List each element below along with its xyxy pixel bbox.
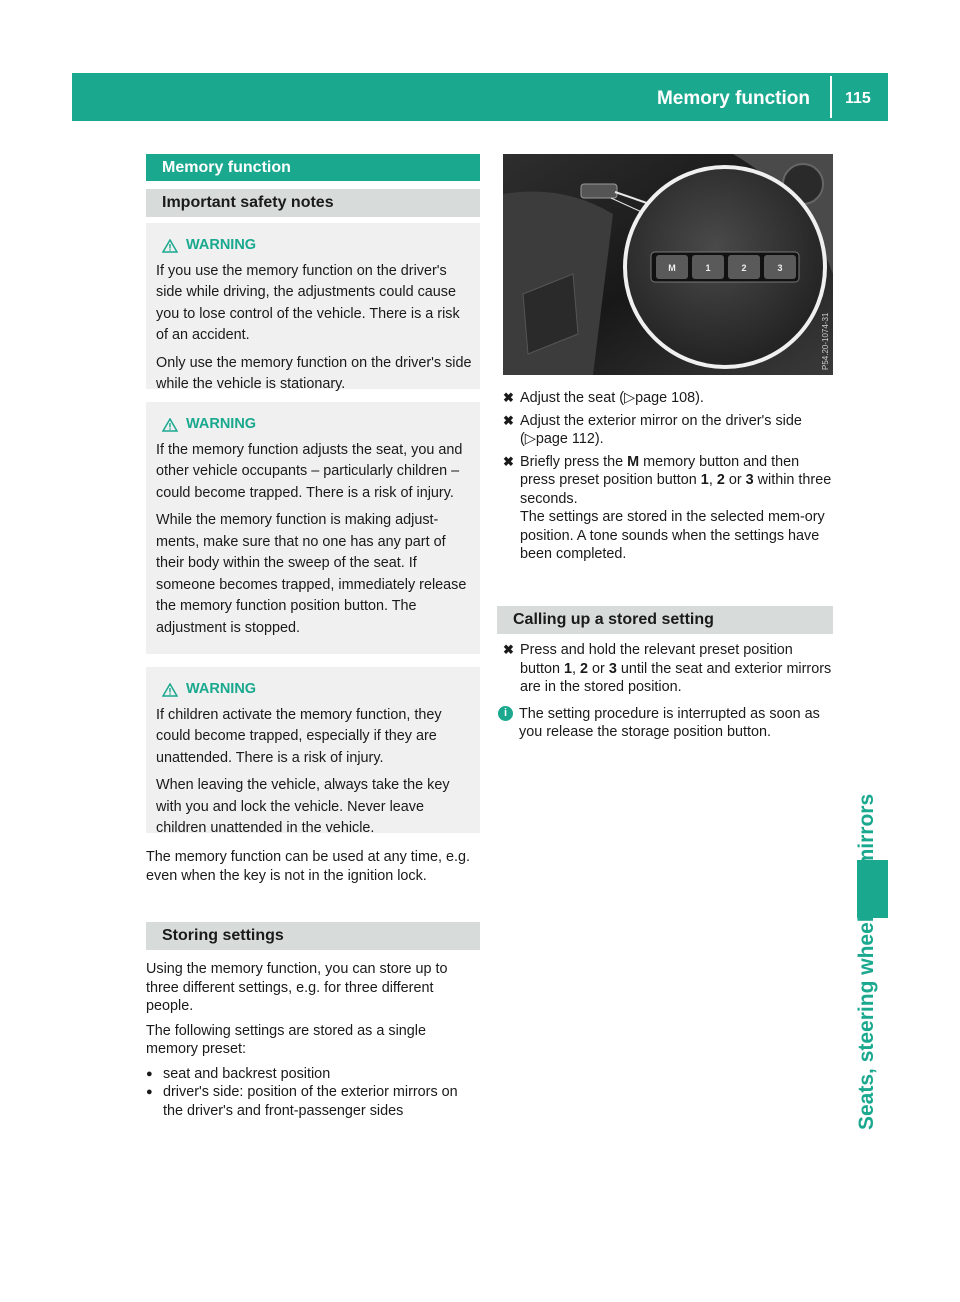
- step-item: [503, 412, 835, 449]
- step-item: [503, 389, 835, 408]
- warning-paragraph: If the memory function adjusts the seat, you and other vehicle occupants – particularly children – could become trapped. There is a risk of injury.: [156, 441, 463, 501]
- warning-box-3: [146, 667, 480, 836]
- warning-title: [156, 235, 472, 257]
- memory-buttons-photo: [503, 154, 833, 375]
- step-text-part: within three seconds.: [520, 472, 832, 507]
- page-title: Memory function: [656, 88, 810, 109]
- button-name-3: 3: [745, 472, 754, 488]
- warning-paragraph: When leaving the vehicle, always take the key with you and lock the vehicle. Never leave children unattended in the vehicle.: [156, 777, 450, 836]
- warning-triangle-icon: [162, 239, 178, 253]
- step-text: [520, 412, 835, 449]
- step-text: [520, 453, 835, 564]
- button-name-3: 3: [608, 660, 617, 677]
- step-text-part: The settings are stored in the selected mem-ory position. A tone sounds when the settings have been completed.: [520, 509, 825, 562]
- page-reference-link[interactable]: page 112: [535, 431, 595, 447]
- info-text: The setting procedure is interrupted as soon as you release the storage position button.: [519, 705, 820, 740]
- list-item: [146, 1083, 480, 1120]
- step-marker-icon: ✖: [503, 412, 514, 428]
- step-text-part: ,: [708, 472, 717, 488]
- warning-title: [156, 414, 472, 436]
- step-text-part: Press and hold the relevant preset position button: [520, 642, 793, 677]
- step-text-part: Adjust the seat (: [520, 390, 624, 406]
- bullet-icon: ●: [146, 1067, 153, 1080]
- calling-up-body: [503, 641, 835, 746]
- warning-box-1: [146, 223, 480, 392]
- button-name-m: M: [627, 453, 640, 470]
- preset-3-button-label: 3: [777, 263, 783, 273]
- step-text-part: or: [724, 472, 746, 488]
- step-text: [520, 641, 835, 697]
- step-text-part: ,: [572, 660, 581, 677]
- warning-paragraph: If children activate the memory function, they could become trapped, especially if they are unattended. There is a risk of injury.: [156, 706, 442, 766]
- page-number: 115: [845, 90, 871, 107]
- info-note: [498, 705, 835, 742]
- door-panel-illustration: [503, 154, 833, 375]
- step-text-part: until the seat and exterior mirrors are in the stored position.: [520, 660, 832, 695]
- step-marker-icon: ✖: [503, 390, 514, 405]
- warning-paragraph: While the memory function is making adjust-ments, make sure that no one has any part of their body within the sweep of the seat. If someone becomes trapped, immediately release the memory function position button. The adjustment is stopped.: [156, 512, 467, 636]
- step-marker-icon: ✖: [503, 642, 514, 657]
- bullet-icon: ●: [146, 1086, 153, 1098]
- subheading-calling-up: Calling up a stored setting: [497, 606, 833, 634]
- page-ref-arrow-icon: ▷: [524, 431, 536, 447]
- warning-title-text: WARNING: [186, 681, 257, 697]
- section-heading-memory-function: Memory function: [146, 154, 480, 181]
- list-item-text: seat and backrest position: [163, 1065, 331, 1082]
- warning-title: [156, 679, 472, 701]
- step-text-part: ).: [594, 431, 604, 447]
- image-code: P54.20-1074-31: [821, 312, 830, 370]
- page-ref-arrow-icon: ▷: [624, 390, 636, 406]
- page-reference-link[interactable]: page 108: [635, 390, 696, 406]
- warning-title-text: WARNING: [186, 237, 257, 253]
- step-marker-icon: ✖: [503, 453, 514, 469]
- warning-triangle-icon: [162, 418, 178, 432]
- step-text-part: or: [588, 660, 609, 677]
- subheading-storing-settings: Storing settings: [146, 922, 480, 950]
- list-item: [146, 1065, 480, 1084]
- step-item: [503, 641, 835, 697]
- button-name-2: 2: [716, 472, 725, 488]
- warning-box-2: [146, 402, 480, 654]
- list-item-text: driver's side: position of the exterior mirrors on the driver's and front-passenger sides: [163, 1084, 458, 1119]
- subheading-safety-notes: Important safety notes: [146, 189, 480, 217]
- side-chapter-label: Seats, steering wheel and mirrors: [855, 793, 878, 1130]
- storing-paragraph: The following settings are stored as a single memory preset:: [146, 1022, 426, 1057]
- button-name-1: 1: [564, 660, 573, 677]
- button-name-1: 1: [700, 472, 709, 488]
- step-text-part: memory button and then press preset position button: [520, 453, 800, 488]
- step-text-part: Adjust the exterior mirror on the driver's side (: [520, 412, 802, 447]
- storing-steps: [503, 389, 835, 568]
- general-usage-text: The memory function can be used at any time, e.g. even when the key is not in the ignition lock.: [146, 849, 470, 884]
- storing-paragraph: Using the memory function, you can store up to three different settings, e.g. for three different people.: [146, 961, 448, 1014]
- memory-m-button-label: M: [668, 263, 676, 273]
- storing-settings-body: [146, 960, 480, 1120]
- warning-triangle-icon: [162, 683, 178, 697]
- warning-paragraph: Only use the memory function on the driver's side while the vehicle is stationary.: [156, 354, 472, 392]
- warning-paragraph: If you use the memory function on the driver's side while driving, the adjustments could cause you to lose control of the vehicle. There is a risk of an accident.: [156, 262, 460, 343]
- step-item: [503, 453, 835, 564]
- preset-1-button-label: 1: [705, 263, 711, 273]
- step-text-part: Briefly press the: [520, 453, 628, 470]
- info-icon: i: [498, 706, 513, 721]
- warning-title-text: WARNING: [186, 416, 257, 432]
- preset-2-button-label: 2: [741, 263, 747, 273]
- button-name-2: 2: [580, 660, 589, 677]
- header-divider: [830, 76, 832, 118]
- step-text: [520, 389, 704, 408]
- step-text-part: ).: [695, 390, 704, 406]
